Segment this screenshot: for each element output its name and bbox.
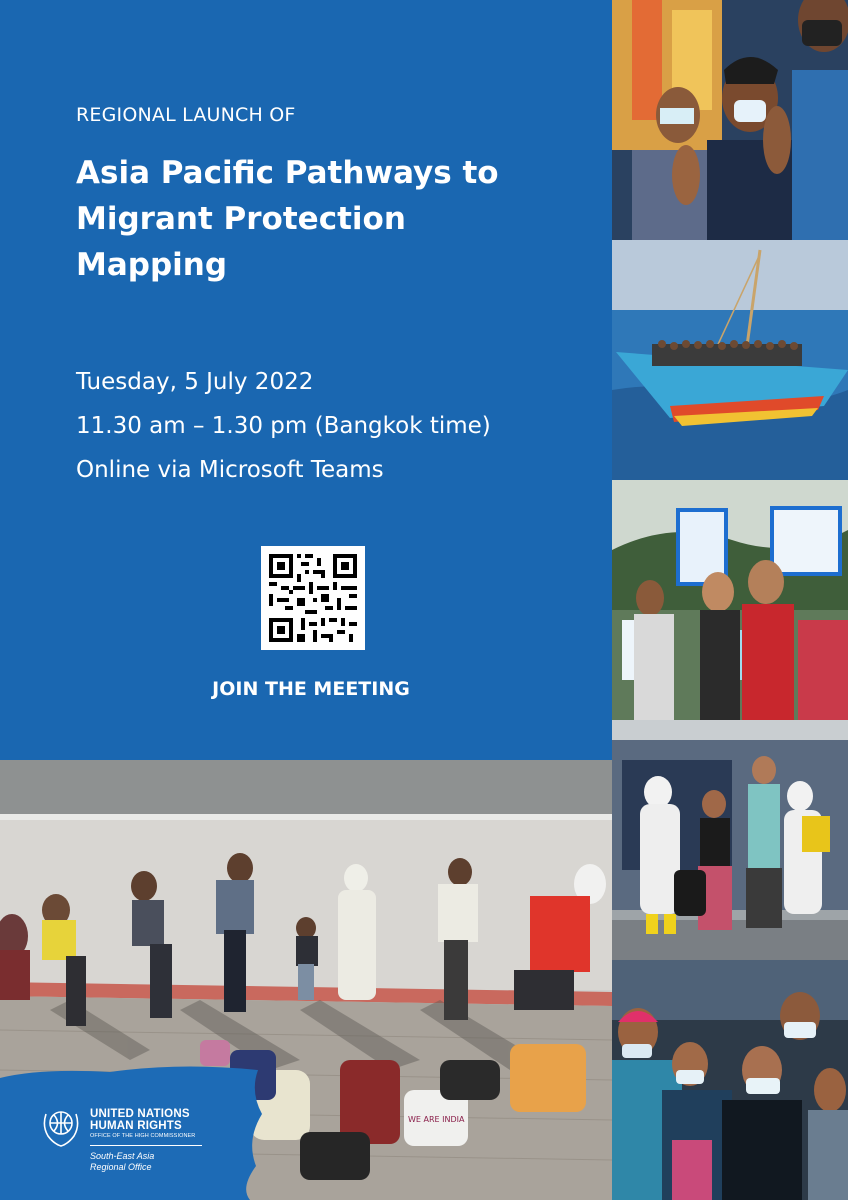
photo-migrant-boat [612, 240, 848, 480]
photo-ppe-workers [612, 720, 848, 960]
logo-office-line-2: Regional Office [90, 1162, 152, 1172]
join-meeting-link[interactable]: JOIN THE MEETING [212, 678, 410, 700]
un-human-rights-logo-text [90, 1108, 202, 1173]
logo-line-ohchr: OFFICE OF THE HIGH COMMISSIONER [90, 1133, 196, 1139]
logo-line-human-rights: HUMAN RIGHTS [90, 1120, 182, 1132]
photo-praying-migrants [612, 0, 848, 240]
event-date: Tuesday, 5 July 2022 [76, 369, 314, 395]
event-details [76, 360, 491, 492]
event-time: 11.30 am – 1.30 pm (Bangkok time) [76, 413, 491, 439]
event-info-panel [0, 0, 612, 760]
photo-crowd-masks [612, 960, 848, 1200]
logo-office-line-1: South-East Asia [90, 1151, 155, 1161]
event-title-line-1: Asia Pacific Pathways to [76, 155, 499, 191]
photo-migrant-protest [612, 480, 848, 720]
event-title-line-2: Migrant Protection [76, 201, 406, 237]
event-title-line-3: Mapping [76, 247, 228, 283]
event-title [76, 150, 586, 288]
qr-code-image [261, 546, 365, 650]
qr-code[interactable] [261, 546, 365, 650]
logo-line-united-nations: UNITED NATIONS [90, 1108, 190, 1120]
event-venue: Online via Microsoft Teams [76, 457, 384, 483]
un-emblem-icon [40, 1102, 82, 1148]
event-kicker: REGIONAL LAUNCH OF [76, 104, 296, 126]
logo-divider [90, 1145, 202, 1146]
bag-text: WE ARE INDIA [408, 1115, 465, 1124]
